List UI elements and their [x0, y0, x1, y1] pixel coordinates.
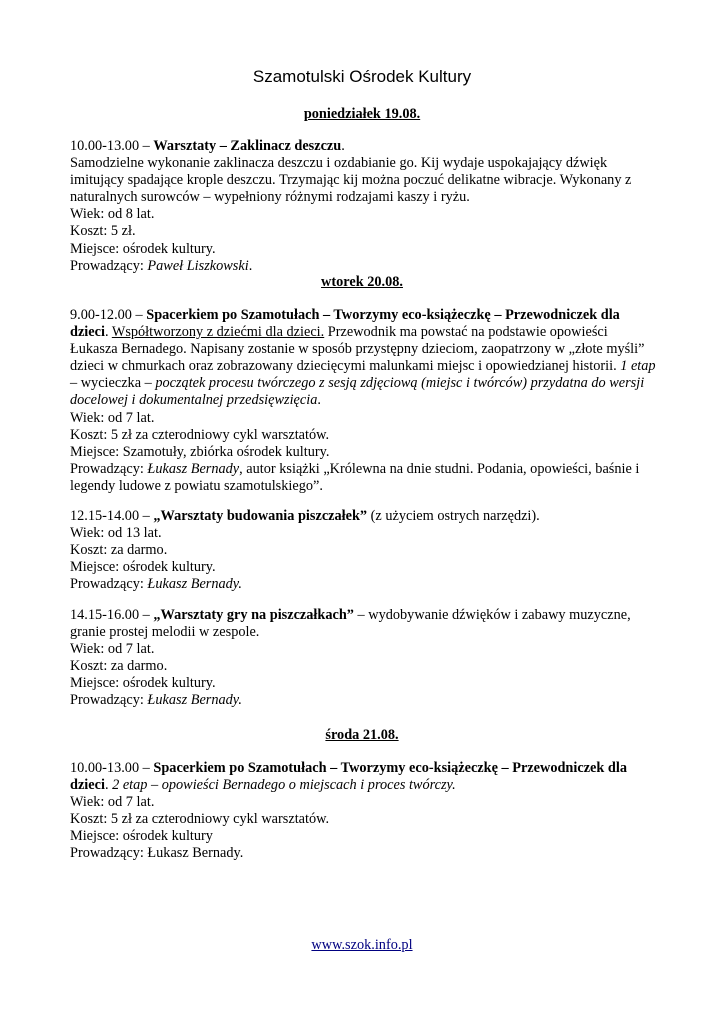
event-cowritten: Współtworzony z dziećmi dla dzieci.	[111, 324, 325, 341]
event-stage-description: początek procesu twórczego z sesją zdjęciową (miejsc i twórców) przydatna do wersji docelowej i dokumentalnej przedsięwzięcia	[70, 375, 645, 409]
event-stage: 1 etap	[620, 358, 656, 375]
leader-name: Paweł Liszkowski	[147, 257, 249, 274]
document-title: Szamotulski Ośrodek Kultury	[252, 67, 472, 86]
event-eco-guide-walk-stage-1	[70, 307, 658, 495]
event-name-end: .	[341, 138, 345, 154]
event-note: – wydobywanie dźwięków i zabawy muzyczne, granie prostej melodii w zespole.	[70, 607, 631, 641]
leader-label: Prowadzący:	[70, 460, 148, 477]
event-stage: 2 etap – opowieści Bernadego o miejscach i proces twórczy.	[112, 777, 456, 794]
event-note: (z użyciem ostrych narzędzi).	[367, 508, 540, 524]
event-time: 10.00-13.00 –	[70, 760, 154, 776]
leader-name: Łukasz Bernady.	[147, 576, 242, 593]
event-leader	[70, 692, 658, 709]
website-link[interactable]: www.szok.info.pl	[311, 937, 413, 953]
event-cost: Koszt: 5 zł za czterodniowy cykl warsztatów.	[70, 426, 330, 443]
event-header	[70, 607, 658, 641]
event-place: Miejsce: ośrodek kultury.	[70, 675, 216, 692]
event-age: Wiek: od 7 lat.	[70, 409, 155, 426]
event-name: Spacerkiem po Szamotułach – Tworzymy eco-książeczkę – Przewodniczek dla dzieci	[70, 760, 627, 794]
event-time: 12.15-14.00 –	[70, 508, 154, 524]
event-leader	[70, 461, 658, 495]
event-cost: Koszt: za darmo.	[70, 542, 168, 559]
event-time: 10.00-13.00 –	[70, 138, 154, 154]
event-leader	[70, 576, 658, 593]
event-whistle-building	[70, 508, 658, 593]
event-name: Warsztaty – Zaklinacz deszczu	[153, 138, 342, 154]
event-place: Miejsce: ośrodek kultury	[70, 828, 213, 845]
event-cost: Koszt: 5 zł.	[70, 223, 136, 240]
event-whistle-playing	[70, 607, 658, 710]
event-name: „Warsztaty budowania piszczałek”	[153, 508, 368, 524]
event-time: 14.15-16.00 –	[70, 607, 154, 623]
event-age: Wiek: od 13 lat.	[70, 525, 162, 542]
event-cost: Koszt: 5 zł za czterodniowy cykl warsztatów.	[70, 811, 330, 828]
event-age: Wiek: od 7 lat.	[70, 641, 155, 658]
event-place: Miejsce: ośrodek kultury.	[70, 240, 216, 257]
event-header	[70, 508, 658, 525]
event-header	[70, 307, 658, 410]
event-rain-stick-workshop	[70, 138, 658, 275]
day-heading-wednesday: środa 21.08.	[325, 727, 399, 743]
event-age: Wiek: od 8 lat.	[70, 206, 155, 223]
event-cost: Koszt: za darmo.	[70, 658, 168, 675]
event-name: „Warsztaty gry na piszczałkach”	[153, 607, 354, 623]
event-age: Wiek: od 7 lat.	[70, 794, 155, 811]
leader-end: .	[248, 257, 253, 274]
event-description: Samodzielne wykonanie zaklinacza deszczu i ozdabianie go. Kij wydaje uspokajający dźwięk imitujący spadające krople deszczu. Trzymając kij można poczuć delikatne wibracje. Wykonany z naturalnych surowców – wypełniony różnymi rodzajami kaszy i ryżu.	[70, 155, 632, 206]
event-eco-guide-walk-stage-2	[70, 760, 658, 863]
event-header	[70, 760, 658, 794]
event-name: Spacerkiem po Szamotułach – Tworzymy eco-książeczkę – Przewodniczek dla dzieci	[70, 307, 620, 341]
event-place: Miejsce: Szamotuły, zbiórka ośrodek kultury.	[70, 443, 330, 460]
day-heading-monday: poniedziałek 19.08.	[303, 106, 421, 122]
leader-rest: , autor książki „Królewna na dnie studni. Podania, opowieści, baśnie i legendy ludowe z powiatu szamotulskiego”.	[70, 460, 640, 494]
event-place: Miejsce: ośrodek kultury.	[70, 559, 216, 576]
event-stage-end: .	[317, 392, 321, 409]
event-description: Przewodnik ma powstać na podstawie opowieści Łukasza Bernadego. Napisany zostanie w sposób przystępny dzieciom, zaopatrzony w „złote myśli” dzieci w chmurkach oraz zobrazowany dziecięcymi malunkami miejsc i opowiedzianej historii.	[70, 324, 645, 375]
event-header	[70, 138, 658, 155]
event-name-end: .	[104, 324, 112, 341]
event-stage-sep: – wycieczka –	[70, 375, 156, 392]
leader-label: Prowadzący:	[70, 257, 148, 274]
event-leader	[70, 258, 658, 275]
day-heading-tuesday: wtorek 20.08.	[321, 274, 403, 290]
event-name-end: .	[104, 777, 113, 794]
leader-label: Prowadzący:	[70, 576, 148, 593]
event-time: 9.00-12.00 –	[70, 307, 147, 323]
leader-label: Prowadzący:	[70, 692, 148, 709]
leader-name: Łukasz Bernady.	[147, 692, 242, 709]
event-leader: Prowadzący: Łukasz Bernady.	[70, 845, 244, 862]
leader-name: Łukasz Bernady	[147, 460, 240, 477]
